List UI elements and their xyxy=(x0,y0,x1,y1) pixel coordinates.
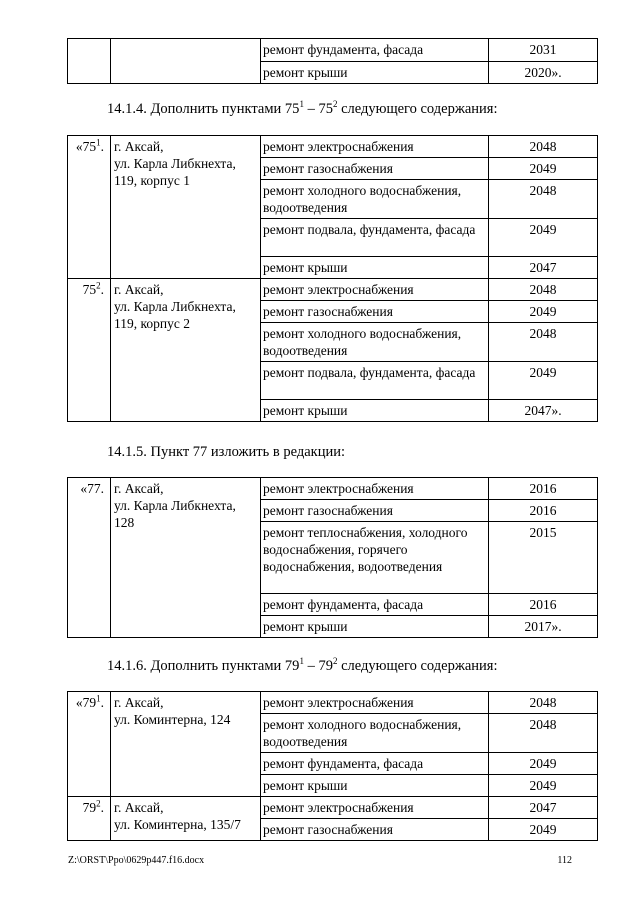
number-cell xyxy=(68,478,111,638)
heading-text: 14.1.5. Пункт 77 изложить в редакции: xyxy=(107,444,346,460)
year-cell: 2031 xyxy=(489,39,598,62)
work-cell: ремонт электроснабжения xyxy=(261,136,489,158)
year-cell: 2049 xyxy=(489,219,598,257)
section-heading-14-1-5 xyxy=(107,443,345,461)
year-cell: 2016 xyxy=(489,594,598,616)
work-cell: ремонт фундамента, фасада xyxy=(261,39,489,62)
work-cell: ремонт теплоснабжения, холодного водоснабжения, горячего водоснабжения, водоотведения xyxy=(261,522,489,594)
year-cell: 2016 xyxy=(489,478,598,500)
superscript: 1 xyxy=(299,656,304,667)
address-line: ул. Карла Либкнехта, xyxy=(114,299,236,314)
address-line: г. Аксай, xyxy=(114,282,164,297)
address-line: 128 xyxy=(114,515,135,530)
address-line: ул. Коминтерна, 124 xyxy=(114,712,231,727)
address-cell xyxy=(111,39,261,84)
number-cell xyxy=(68,692,111,797)
item-number-dot: . xyxy=(100,139,104,154)
item-number-dot: . xyxy=(100,282,104,297)
heading-text: следующего содержания: xyxy=(337,658,498,674)
table-item-77 xyxy=(67,477,598,638)
heading-text: – 79 xyxy=(303,658,333,674)
item-number: 75 xyxy=(82,282,97,297)
footer-page-number: 112 xyxy=(557,855,572,866)
table-items-75 xyxy=(67,135,598,422)
work-cell: ремонт крыши xyxy=(261,61,489,84)
number-cell xyxy=(68,797,111,841)
year-cell: 2049 xyxy=(489,158,598,180)
work-cell: ремонт электроснабжения xyxy=(261,692,489,714)
work-cell: ремонт крыши xyxy=(261,616,489,638)
work-cell: ремонт фундамента, фасада xyxy=(261,753,489,775)
address-line: г. Аксай, xyxy=(114,800,164,815)
year-cell: 2048 xyxy=(489,180,598,219)
work-cell: ремонт крыши xyxy=(261,775,489,797)
year-cell: 2016 xyxy=(489,500,598,522)
table-row xyxy=(68,136,598,158)
address-line: 119, корпус 2 xyxy=(114,316,190,331)
work-cell: ремонт газоснабжения xyxy=(261,500,489,522)
work-cell: ремонт электроснабжения xyxy=(261,797,489,819)
item-number: «77. xyxy=(80,481,104,496)
year-cell: 2048 xyxy=(489,279,598,301)
work-cell: ремонт крыши xyxy=(261,257,489,279)
item-number: 79 xyxy=(82,800,97,815)
year-cell: 2048 xyxy=(489,714,598,753)
year-cell: 2048 xyxy=(489,692,598,714)
work-cell: ремонт холодного водоснабжения, водоотведения xyxy=(261,180,489,219)
superscript: 1 xyxy=(96,137,101,148)
address-cell xyxy=(111,692,261,797)
work-cell: ремонт фундамента, фасада xyxy=(261,594,489,616)
work-cell: ремонт подвала, фундамента, фасада xyxy=(261,219,489,257)
table-row xyxy=(68,797,598,819)
year-cell: 2047 xyxy=(489,797,598,819)
address-cell xyxy=(111,279,261,422)
table-continuation xyxy=(67,38,598,84)
work-cell: ремонт газоснабжения xyxy=(261,301,489,323)
heading-text: следующего содержания: xyxy=(337,101,498,117)
year-cell: 2049 xyxy=(489,775,598,797)
year-cell: 2047». xyxy=(489,400,598,422)
year-cell: 2049 xyxy=(489,819,598,841)
table-row xyxy=(68,478,598,500)
address-line: г. Аксай, xyxy=(114,695,164,710)
superscript: 2 xyxy=(96,280,101,291)
item-number: «79 xyxy=(75,695,97,710)
work-cell: ремонт электроснабжения xyxy=(261,279,489,301)
heading-text: 14.1.4. Дополнить пунктами 75 xyxy=(107,101,300,117)
superscript: 2 xyxy=(332,99,338,110)
work-cell: ремонт газоснабжения xyxy=(261,819,489,841)
footer-file-path: Z:\ORST\Ppo\0629p447.f16.docx xyxy=(68,855,205,866)
year-cell: 2049 xyxy=(489,301,598,323)
number-cell xyxy=(68,39,111,84)
table-row xyxy=(68,39,598,62)
item-number: «75 xyxy=(75,139,97,154)
year-cell: 2047 xyxy=(489,257,598,279)
work-cell: ремонт подвала, фундамента, фасада xyxy=(261,362,489,400)
address-cell xyxy=(111,136,261,279)
work-cell: ремонт холодного водоснабжения, водоотведения xyxy=(261,323,489,362)
address-line: ул. Карла Либкнехта, xyxy=(114,498,236,513)
heading-text: 14.1.6. Дополнить пунктами 79 xyxy=(107,658,300,674)
year-cell: 2020». xyxy=(489,61,598,84)
work-cell: ремонт крыши xyxy=(261,400,489,422)
year-cell: 2049 xyxy=(489,362,598,400)
heading-text: – 75 xyxy=(303,101,333,117)
year-cell: 2015 xyxy=(489,522,598,594)
table-row xyxy=(68,692,598,714)
superscript: 2 xyxy=(332,656,338,667)
address-line: г. Аксай, xyxy=(114,481,164,496)
item-number-dot: . xyxy=(100,800,104,815)
address-line: г. Аксай, xyxy=(114,139,164,154)
superscript: 1 xyxy=(299,99,304,110)
section-heading-14-1-6 xyxy=(107,657,498,675)
address-line: 119, корпус 1 xyxy=(114,173,190,188)
work-cell: ремонт газоснабжения xyxy=(261,158,489,180)
year-cell: 2049 xyxy=(489,753,598,775)
section-heading-14-1-4 xyxy=(107,100,498,118)
address-cell xyxy=(111,478,261,638)
address-line: ул. Коминтерна, 135/7 xyxy=(114,817,241,832)
address-cell xyxy=(111,797,261,841)
address-line: ул. Карла Либкнехта, xyxy=(114,156,236,171)
year-cell: 2017». xyxy=(489,616,598,638)
table-row xyxy=(68,279,598,301)
item-number-dot: . xyxy=(100,695,104,710)
year-cell: 2048 xyxy=(489,136,598,158)
table-items-79 xyxy=(67,691,598,841)
year-cell: 2048 xyxy=(489,323,598,362)
work-cell: ремонт электроснабжения xyxy=(261,478,489,500)
number-cell xyxy=(68,279,111,422)
work-cell: ремонт холодного водоснабжения, водоотведения xyxy=(261,714,489,753)
superscript: 1 xyxy=(96,693,101,704)
superscript: 2 xyxy=(96,798,101,809)
number-cell xyxy=(68,136,111,279)
